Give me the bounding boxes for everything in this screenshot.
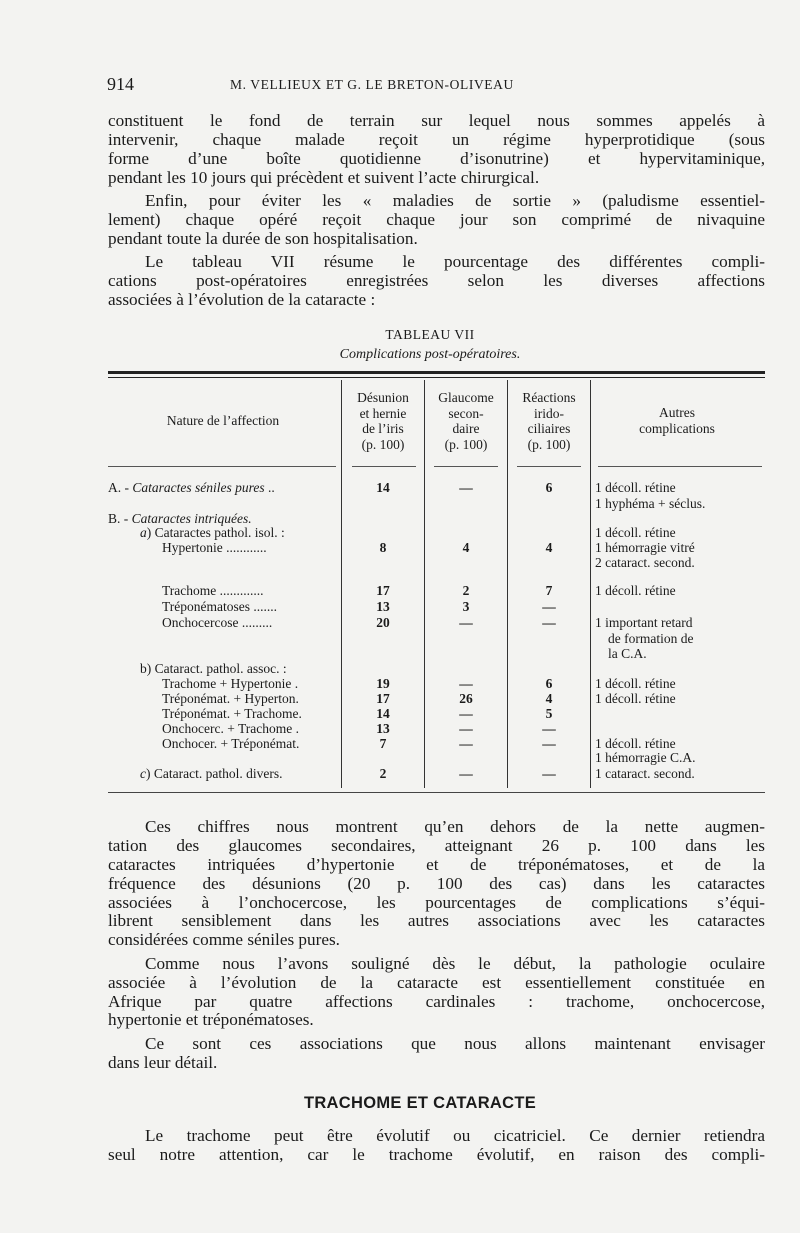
- row-label: [162, 583, 264, 598]
- value-c3: 5: [545, 706, 553, 721]
- label-text: Onchocer. + Tréponémat.: [162, 736, 300, 751]
- other-complication: 1 important retard: [595, 615, 693, 630]
- row-label: [162, 706, 302, 721]
- text-line: forme d’une boîte quotidienne d’isonutrine) et hypervitaminique,: [108, 148, 765, 168]
- final-text: [108, 1127, 765, 1165]
- value-c1: 7: [379, 736, 387, 751]
- value-c1: 14: [376, 706, 390, 721]
- value-c1: 17: [376, 583, 390, 598]
- text-line: Afrique par quatre affections cardinales : trachome, onchocercose,: [108, 991, 765, 1011]
- table-subtitle: Complications post-opératoires.: [339, 347, 521, 362]
- header-rule: [598, 466, 762, 467]
- row-label: [140, 661, 287, 676]
- value-c3: —: [542, 766, 556, 781]
- paragraph: [108, 818, 765, 950]
- header-rule: [517, 466, 581, 467]
- value-c2: —: [459, 721, 473, 736]
- row-label: [162, 721, 299, 736]
- row-label: [162, 615, 272, 630]
- other-complication: 1 décoll. rétine: [595, 736, 676, 751]
- label-text: Tréponémat. + Hyperton.: [162, 691, 299, 706]
- value-c3: 4: [545, 540, 553, 555]
- page-number: 914: [107, 74, 134, 94]
- header-glaucome: [425, 390, 507, 452]
- text-line: associée à l’évolution de la cataracte est essentiellement constituée en: [108, 972, 765, 992]
- value-c2: 2: [462, 583, 470, 598]
- value-c1: 19: [376, 676, 390, 691]
- text-line: associées à l’onchocercose, les pourcentages de complications s’équi-: [108, 892, 765, 912]
- value-c2: —: [459, 676, 473, 691]
- row-label: [162, 676, 298, 691]
- other-complication: 1 décoll. rétine: [595, 583, 676, 598]
- text-line: librent sensiblement dans les autres associations avec les cataractes: [108, 911, 765, 931]
- row-label: [108, 480, 275, 495]
- text-line: Le trachome peut être évolutif ou cicatriciel. Ce dernier retiendra: [145, 1126, 765, 1145]
- value-c1: 8: [379, 540, 387, 555]
- text-line: Le tableau VII résume le pourcentage des différentes compli-: [145, 252, 765, 272]
- text-line: cataractes intriquées d’hypertonie et de tréponématoses, et de la: [108, 854, 765, 874]
- header-desunion: [342, 390, 424, 452]
- other-complication: 1 hémorragie vitré: [595, 540, 695, 555]
- other-complication: 1 décoll. rétine: [595, 691, 676, 706]
- label-text: Trachome + Hypertonie .: [162, 676, 299, 691]
- table-top-rule: [108, 371, 765, 374]
- value-c2: —: [459, 706, 473, 721]
- table-bottom-rule: [108, 792, 765, 793]
- value-c1: 20: [376, 615, 390, 630]
- other-complication: la C.A.: [608, 646, 647, 661]
- table-top-rule-thin: [108, 377, 765, 378]
- other-complication: 2 cataract. second.: [595, 555, 695, 570]
- value-c2: 26: [459, 691, 473, 706]
- label-text: Trachome .............: [162, 583, 264, 598]
- header-line: Désunion: [357, 390, 409, 405]
- header-line: Autres: [659, 405, 695, 420]
- header-line: Réactions: [522, 390, 576, 405]
- row-label: [108, 511, 252, 526]
- text-line: Ces chiffres nous montrent qu’en dehors de la nette augmen-: [145, 817, 765, 836]
- running-head: M. VELLIEUX ET G. LE BRETON-OLIVEAU: [230, 77, 514, 92]
- value-c3: —: [542, 599, 556, 614]
- value-c2: —: [459, 615, 473, 630]
- label-italic: Cataractes séniles pures: [132, 480, 265, 495]
- label-text: B. -: [108, 511, 132, 526]
- text-line: Ce sont ces associations que nous allons maintenant envisager: [145, 1033, 765, 1053]
- other-complication: 1 décoll. rétine: [595, 480, 676, 495]
- text-line: hypertonie et tréponématoses.: [108, 1010, 314, 1030]
- value-c1: 2: [379, 766, 387, 781]
- value-c2: 4: [462, 540, 470, 555]
- text-line: pendant les 10 jours qui précèdent et suivent l’acte chirurgical.: [108, 167, 540, 187]
- text-line: Enfin, pour éviter les « maladies de sortie » (paludisme essentiel-: [145, 191, 765, 211]
- value-c3: 7: [545, 583, 553, 598]
- row-label: [162, 540, 267, 555]
- header-rule: [434, 466, 498, 467]
- header-line: et hernie: [359, 405, 407, 421]
- label-text: ) Cataractes pathol. isol. :: [146, 525, 285, 540]
- other-complication: de formation de: [608, 631, 694, 646]
- header-reactions: [508, 390, 590, 452]
- row-label: [140, 766, 282, 781]
- column-divider: [590, 380, 591, 788]
- value-c3: 4: [545, 691, 553, 706]
- label-italic: Cataractes intriquées.: [131, 511, 252, 526]
- value-c1: 14: [376, 480, 390, 495]
- label-text: Onchocerc. + Trachome .: [162, 721, 299, 736]
- label-text: b) Cataract. pathol. assoc. :: [140, 661, 287, 676]
- header-rule: [108, 466, 336, 467]
- header-line: (p. 100): [444, 436, 488, 452]
- header-line: complications: [639, 420, 715, 436]
- header-autres: [592, 405, 762, 436]
- text-line: constituent le fond de terrain sur lequel nous sommes appelés à: [108, 111, 765, 130]
- row-label: [162, 736, 299, 751]
- label-text: Onchocercose .........: [162, 615, 273, 630]
- paragraph: [108, 1035, 765, 1073]
- text-line: tation des glaucomes secondaires, atteignant 26 p. 100 dans les: [108, 835, 765, 855]
- row-label: [140, 525, 285, 540]
- text-line: Comme nous l’avons souligné dès le début, la pathologie oculaire: [145, 953, 765, 973]
- text-line: considérées comme séniles pures.: [108, 930, 340, 950]
- other-complication: 1 décoll. rétine: [595, 676, 676, 691]
- header-line: Glaucome: [438, 390, 494, 405]
- other-complication: 1 hyphéma + séclus.: [595, 496, 706, 511]
- text-line: intervenir, chaque malade reçoit un régime hyperprotidique (sous: [108, 129, 765, 149]
- text-line: pendant toute la durée de son hospitalisation.: [108, 228, 418, 248]
- body-text: [108, 818, 765, 1073]
- paragraph: [108, 192, 765, 249]
- header-line: (p. 100): [527, 436, 571, 452]
- other-complication: 1 cataract. second.: [595, 766, 695, 781]
- header-rule: [352, 466, 416, 467]
- row-label: [162, 691, 299, 706]
- value-c2: —: [459, 480, 473, 495]
- value-c1: 13: [376, 599, 390, 614]
- header-line: (p. 100): [361, 436, 405, 452]
- value-c3: —: [542, 615, 556, 630]
- value-c2: —: [459, 766, 473, 781]
- text-line: cations post-opératoires enregistrées selon les diverses affections: [108, 271, 765, 291]
- header-line: irido-: [534, 405, 564, 421]
- value-c2: —: [459, 736, 473, 751]
- other-complication: 1 hémorragie C.A.: [595, 750, 696, 765]
- header-line: ciliaires: [527, 421, 571, 436]
- text-line: lement) chaque opéré reçoit chaque jour son comprimé de nivaquine: [108, 209, 765, 229]
- text-line: seul notre attention, car le trachome évolutif, en raison des compli-: [108, 1144, 765, 1164]
- header-nature: Nature de l’affection: [166, 413, 280, 428]
- label-text: ) Cataract. pathol. divers.: [146, 766, 283, 781]
- value-c3: —: [542, 736, 556, 751]
- text-line: associées à l’évolution de la cataracte :: [108, 290, 376, 310]
- paragraph: [108, 955, 765, 1031]
- label-italic: c: [140, 766, 146, 781]
- paragraph: [108, 1127, 765, 1165]
- value-c2: 3: [462, 599, 470, 614]
- label-text: Hypertonie ............: [162, 540, 267, 555]
- value-c1: 17: [376, 691, 390, 706]
- text-line: fréquence des désunions (20 p. 100 des cas) dans les cataractes: [108, 873, 765, 893]
- label-text: ..: [264, 480, 275, 495]
- value-c3: 6: [545, 676, 553, 691]
- table-title: TABLEAU VII: [385, 327, 475, 342]
- paragraph: [108, 253, 765, 310]
- value-c3: —: [542, 721, 556, 736]
- header-line: daire: [452, 421, 480, 436]
- label-text: Tréponémat. + Trachome.: [162, 706, 302, 721]
- paragraph: [108, 112, 765, 188]
- label-italic: a: [140, 525, 147, 540]
- value-c1: 13: [376, 721, 390, 736]
- label-text: Tréponématoses .......: [162, 599, 277, 614]
- header-line: de l’iris: [362, 421, 404, 436]
- value-c3: 6: [545, 480, 553, 495]
- header-line: secon-: [448, 405, 484, 421]
- section-heading: TRACHOME ET CATARACTE: [303, 1094, 537, 1112]
- other-complication: 1 décoll. rétine: [595, 525, 676, 540]
- intro-text: [108, 112, 765, 310]
- text-line: dans leur détail.: [108, 1052, 218, 1072]
- label-text: A. -: [108, 480, 133, 495]
- row-label: [162, 599, 277, 614]
